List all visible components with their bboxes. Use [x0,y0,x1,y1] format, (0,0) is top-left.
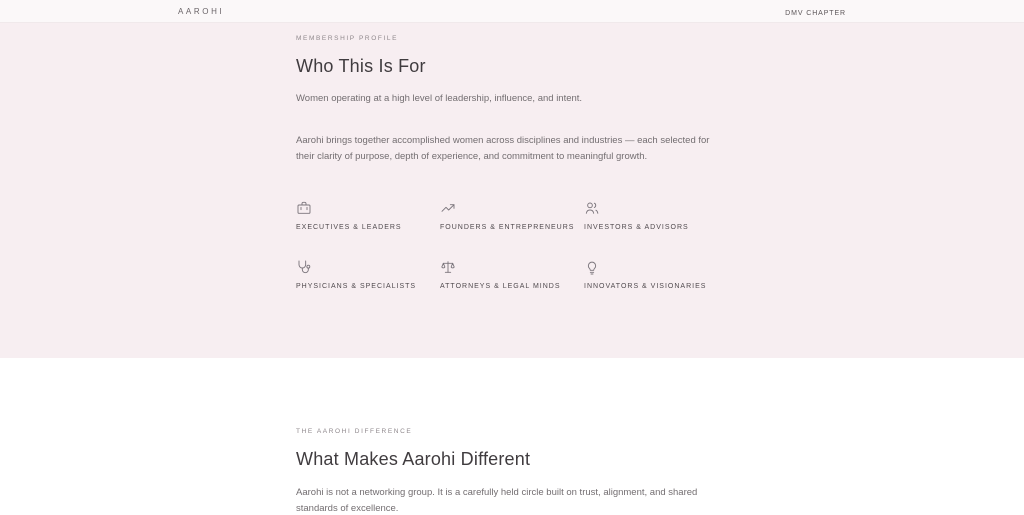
category-investors [584,200,728,231]
category-label: INNOVATORS & VISIONARIES [584,283,707,291]
membership-title: Who This Is For [296,56,426,76]
category-label: EXECUTIVES & LEADERS [296,224,402,232]
difference-eyebrow: THE AAROHI DIFFERENCE [296,428,413,436]
membership-section [0,23,1024,358]
category-executives [296,200,440,231]
nav-dmv-chapter[interactable]: DMV CHAPTER [785,10,846,17]
stethoscope-icon [296,259,312,275]
difference-section [0,358,1024,515]
category-label: FOUNDERS & ENTREPRENEURS [440,224,575,232]
difference-description: Aarohi is not a networking group. It is a carefully held circle built on trust, alignment, and shared standards of excellence. [296,486,698,515]
membership-description: Aarohi brings together accomplished women across disciplines and industries — each selected for their clarity of purpose, depth of experience, and commitment to meaningful growth. [296,135,710,163]
briefcase-icon [296,200,312,216]
category-innovators [584,259,728,290]
category-label: PHYSICIANS & SPECIALISTS [296,283,417,291]
membership-subtitle: Women operating at a high level of leadership, influence, and intent. [296,92,583,104]
category-grid [296,200,728,290]
header-nav [785,2,846,20]
site-header [0,0,1024,23]
difference-title: What Makes Aarohi Different [296,449,531,470]
users-icon [584,200,600,216]
category-founders [440,200,584,231]
header-container [178,2,846,20]
category-attorneys [440,259,584,290]
logo[interactable]: AAROHI [178,6,225,16]
scales-icon [440,259,456,275]
category-physicians [296,259,440,290]
lightbulb-icon [584,259,600,275]
trending-up-icon [440,200,456,216]
category-label: ATTORNEYS & LEGAL MINDS [440,283,561,291]
category-label: INVESTORS & ADVISORS [584,224,689,232]
membership-eyebrow: MEMBERSHIP PROFILE [296,35,399,42]
